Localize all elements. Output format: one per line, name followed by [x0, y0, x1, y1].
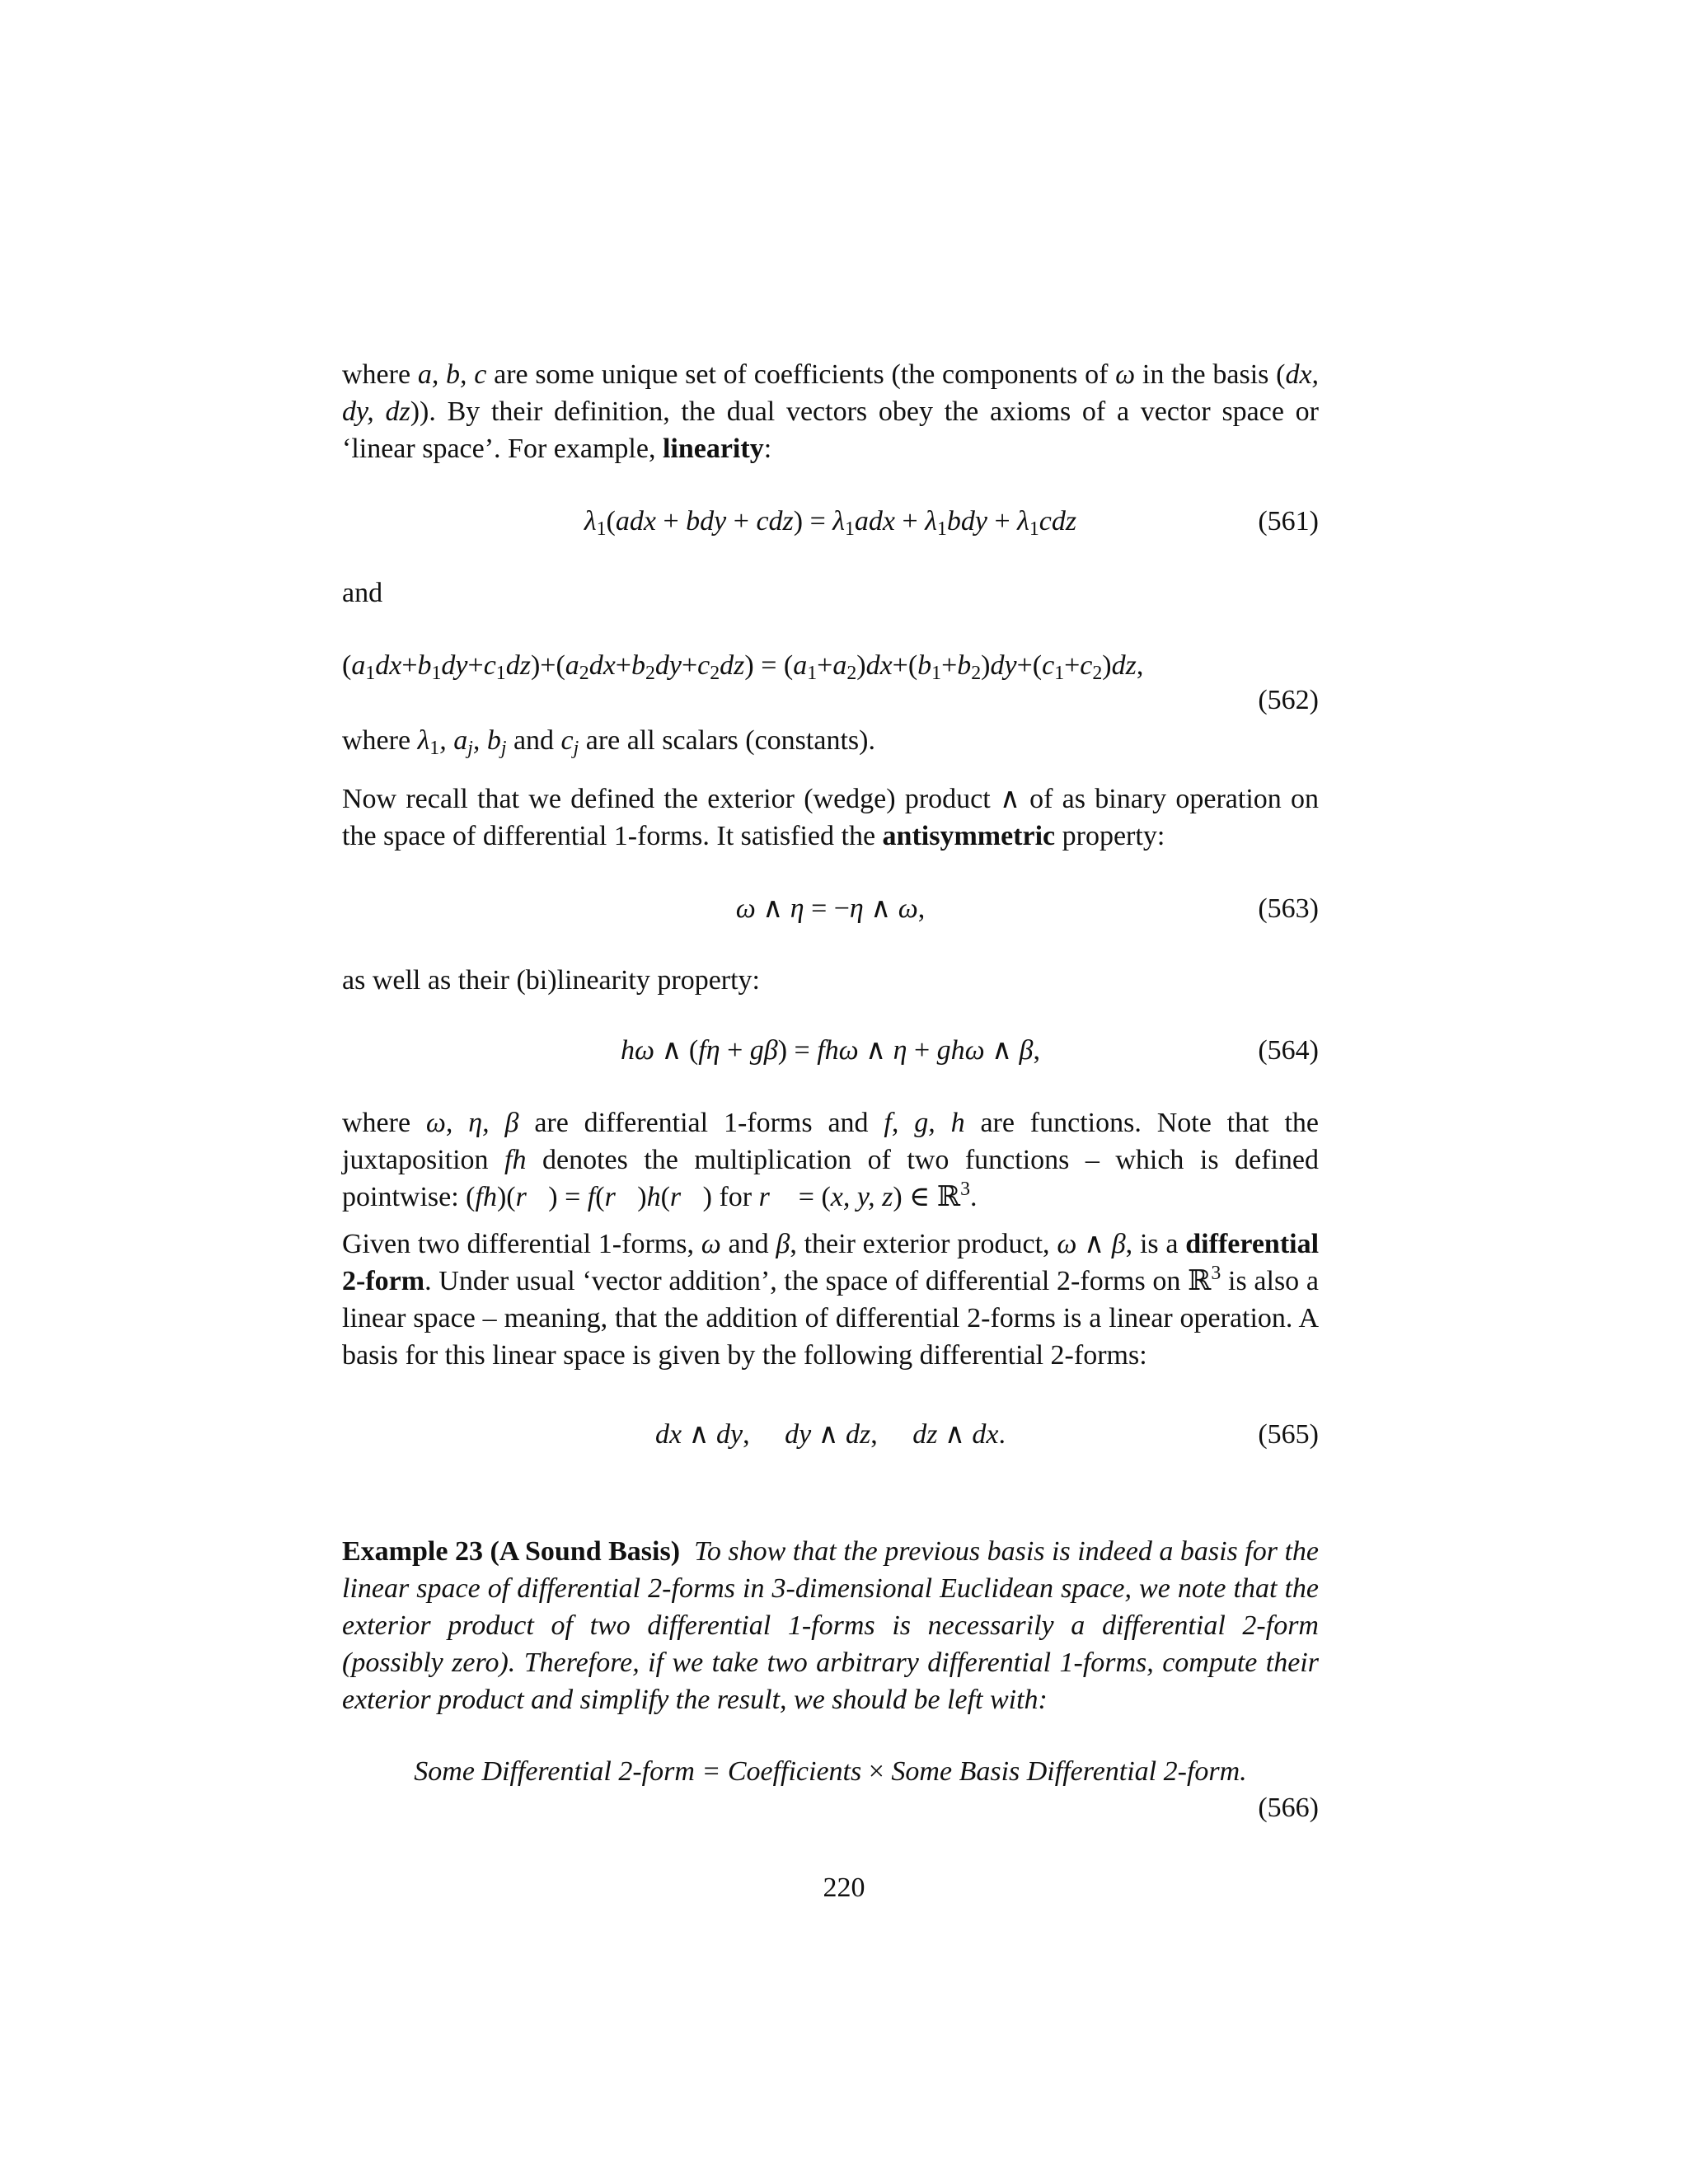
text: and [513, 725, 555, 756]
math-omega: ω [701, 1229, 721, 1259]
text: Given two differential 1-forms, [342, 1229, 694, 1259]
text: is also a linear space – meaning, that the addition of differential 2-forms is a linear operation. A basis for this linear space is given by the following differential 2-forms: [342, 1266, 1319, 1371]
text: for [719, 1182, 753, 1212]
math-r3: ℝ$^3$ [1188, 1262, 1221, 1296]
equation-number: (565) [1258, 1419, 1319, 1450]
text: are all scalars (constants). [585, 725, 875, 756]
text: , is a [1125, 1229, 1179, 1259]
bold-term: antisymmetric [882, 821, 1056, 851]
text: and [728, 1229, 769, 1259]
paragraph-scalars [342, 722, 1319, 759]
equation-expression: hω ∧ (fη + gβ) = fhω ∧ η + ghω ∧ β, [621, 1035, 1040, 1066]
text: , their exterior product, [790, 1229, 1050, 1259]
paragraph-intro [342, 356, 1319, 467]
equation-564 [342, 1032, 1319, 1069]
equation-rhs: Some Basis Differential 2-form. [891, 1756, 1247, 1787]
math-omega-wedge-beta: ω ∧ β [1057, 1229, 1126, 1259]
example-block [342, 1533, 1319, 1718]
equation-number: (563) [1258, 893, 1319, 924]
math-abc: a, b, c [417, 359, 487, 390]
equation-expression: dx ∧ dy, dy ∧ dz, dz ∧ dx. [654, 1419, 1006, 1450]
equation-561 [342, 503, 1319, 540]
math-beta: β [776, 1229, 790, 1259]
equation-number: (564) [1258, 1035, 1319, 1066]
text: property: [1062, 821, 1165, 851]
text: : [763, 434, 772, 464]
math-funcs: f, g, h [884, 1108, 965, 1138]
text: ). By their definition, the dual vectors obey the axioms of a vector space or ‘linear space’. For example, [342, 396, 1320, 464]
text: . Under usual ‘vector addition’, the space of differential 2-forms on [424, 1266, 1181, 1296]
math-vars: $\lambda_1$, $a_j$, $b_j$ [417, 725, 507, 759]
equation-563 [342, 890, 1319, 927]
equation-expression: $\lambda_1(adx$ + bdy + $cdz) = \lambda_1adx + \lambda_1bdy + \lambda_1cdz$ [584, 506, 1077, 540]
wedge-symbol: ∧ [999, 784, 1020, 814]
example-text: To show that the previous basis is indeed a basis for the linear space of differential 2-forms in 3-dimensional Euclidean space, we note that the exterior product of two differential 1-forms is necessarily a differential 2-form (possibly zero). Therefore, if we take two arbitrary differential 1-forms, compute their exterior product and simplify the result, we should be left with: [342, 1536, 1320, 1715]
text: are some unique set of coefficients (the components of [494, 359, 1109, 390]
equation-565 [342, 1416, 1319, 1453]
bold-term: differential 2-form [342, 1229, 1320, 1296]
equation-number: (561) [1258, 506, 1319, 537]
math-basis: (dx, dy, dz) [342, 359, 1320, 427]
text: are differential 1-forms and [534, 1108, 869, 1138]
math-forms: ω, η, β [425, 1108, 519, 1138]
paragraph-wedge [342, 780, 1319, 855]
text: where [342, 725, 411, 756]
text: in the basis [1142, 359, 1269, 390]
text: as well as their (bi)linearity property: [342, 965, 760, 996]
text: denotes the multiplication of two functions – which is defined pointwise: [342, 1145, 1320, 1212]
equation-lhs: Some Differential 2-form = Coefficients [414, 1756, 862, 1787]
page-number: 220 [823, 1872, 865, 1903]
paragraph-two-forms [342, 1226, 1319, 1374]
math-cj: $c_j$ [560, 725, 579, 759]
equation-expression [342, 1753, 1319, 1790]
equation-566 [342, 1753, 1319, 1827]
text: Now recall that we defined the exterior (wedge) product [342, 784, 991, 814]
math-r-vector: r⃗ = (x, y, z) ∈ ℝ$^3$ [758, 1178, 970, 1212]
paragraph-bilinearity [342, 962, 1319, 999]
equation-number: (562) [1258, 685, 1319, 715]
connector-text [342, 574, 1319, 612]
text: and [342, 578, 383, 608]
text: of as binary operation on the space of differential 1-forms. It satisfied the [342, 784, 1320, 851]
text: are functions. Note that the juxtaposition [342, 1108, 1320, 1175]
equation-expression: $(a_1dx+b_1dy+c_1dz)+(a_2dx+b_2dy+c_2dz) = (a_1+a_2)dx+(b_1+b_2)dy+(c_1+c_2)dz$, [342, 650, 1144, 684]
text: where [342, 359, 411, 390]
math-definition: (fh)(r⃗) = f(r⃗)h(r⃗) [466, 1182, 712, 1212]
paragraph-functions [342, 1104, 1319, 1216]
equation-expression: ω ∧ η = −η ∧ ω, [735, 893, 926, 924]
text: where [342, 1108, 411, 1138]
times-symbol: × [868, 1756, 884, 1787]
math-fh: fh [504, 1145, 527, 1175]
equation-number: (566) [1258, 1793, 1319, 1823]
example-label: Example 23 (A Sound Basis) [342, 1536, 681, 1567]
text: . [969, 1182, 978, 1212]
math-omega: ω [1115, 359, 1136, 390]
bold-term: linearity [662, 434, 764, 464]
equation-562 [342, 647, 1319, 721]
